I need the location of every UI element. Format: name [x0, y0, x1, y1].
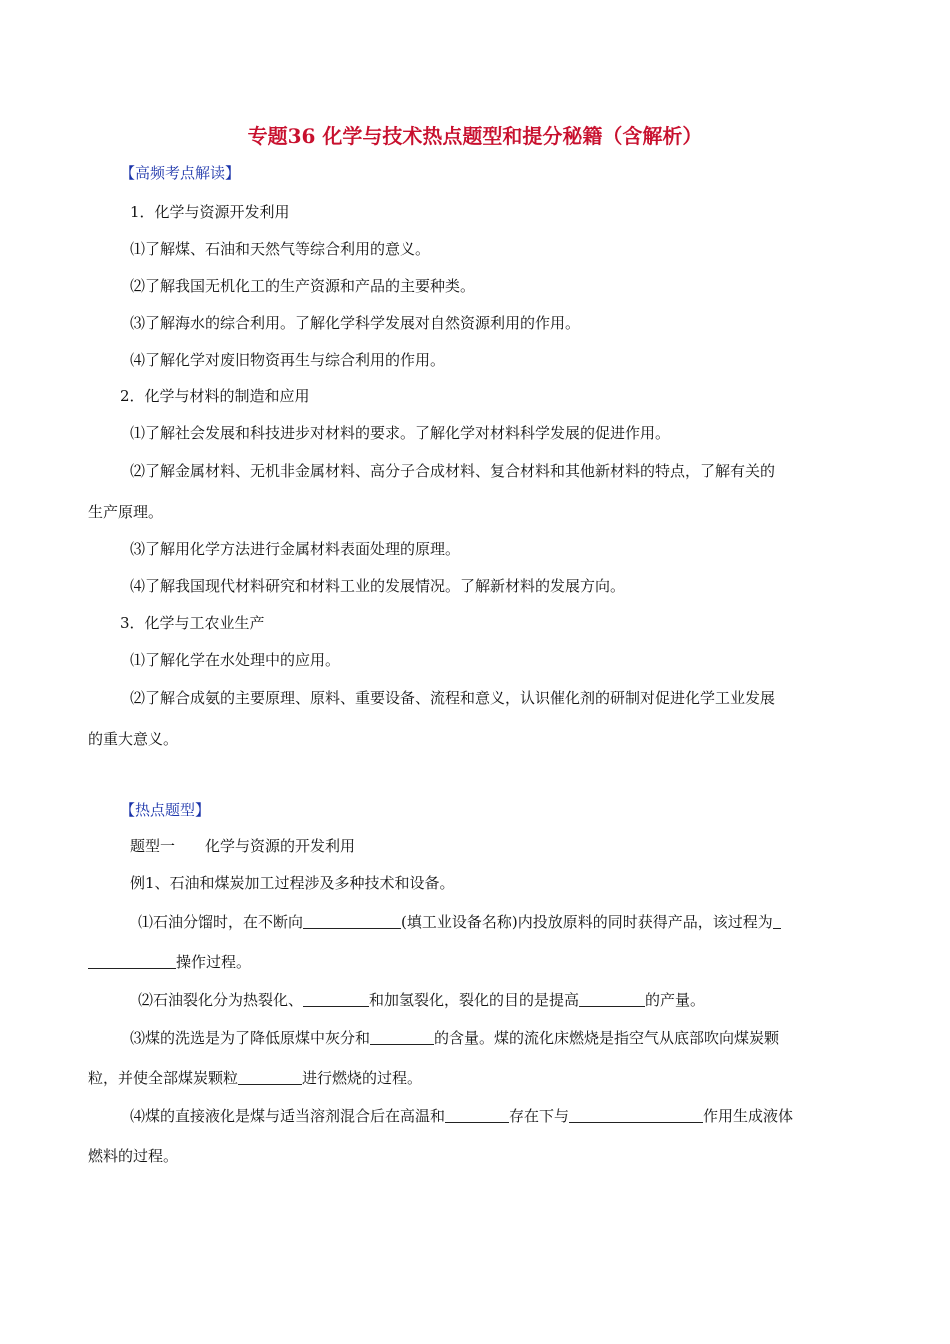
question-2 [138, 989, 705, 1011]
section-label-key-points: 【高频考点解读】 [120, 164, 241, 182]
answer-blank[interactable] [569, 1108, 703, 1123]
question-4-line-1 [130, 1105, 793, 1127]
question-4-line-2: 燃料的过程。 [88, 1147, 179, 1165]
answer-blank[interactable] [579, 992, 645, 1007]
topic-item: ⑵了解我国无机化工的生产资源和产品的主要种类。 [130, 277, 476, 295]
example-intro: 例1、石油和煤炭加工过程涉及多种技术和设备。 [130, 874, 455, 892]
topic-item: ⑵了解金属材料、无机非金属材料、高分子合成材料、复合材料和其他新材料的特点，了解有关的 [130, 462, 776, 480]
topic-item: ⑴了解煤、石油和天然气等综合利用的意义。 [130, 240, 431, 258]
topic-item: ⑵了解合成氨的主要原理、原料、重要设备、流程和意义，认识催化剂的研制对促进化学工业发展 [130, 689, 776, 707]
topic-item-continuation: 的重大意义。 [88, 730, 179, 748]
answer-blank[interactable] [445, 1108, 509, 1123]
question-1-line-1 [138, 911, 781, 933]
q3-text-c: 粒，并使全部煤炭颗粒 [88, 1069, 239, 1087]
topic-item-continuation: 生产原理。 [88, 503, 164, 521]
topic-item: ⑴了解化学在水处理中的应用。 [130, 651, 341, 669]
answer-blank[interactable] [238, 1070, 302, 1085]
q1-text-b: (填工业设备名称)内投放原料的同时获得产品，该过程为 [401, 913, 773, 931]
question-type-title: 题型一 化学与资源的开发利用 [130, 837, 356, 855]
topic-item: ⑷了解我国现代材料研究和材料工业的发展情况。了解新材料的发展方向。 [130, 577, 626, 595]
section-label-hot-types: 【热点题型】 [120, 801, 211, 819]
q4-text-a: ⑷煤的直接液化是煤与适当溶剂混合后在高温和 [130, 1107, 446, 1125]
q3-text-d: 进行燃烧的过程。 [302, 1069, 423, 1087]
q4-text-c: 作用生成液体 [703, 1107, 794, 1125]
topic-item: ⑶了解海水的综合利用。了解化学科学发展对自然资源利用的作用。 [130, 314, 581, 332]
q2-text-a: ⑵石油裂化分为热裂化、 [138, 991, 304, 1009]
topic-heading-1: 1．化学与资源开发利用 [130, 203, 290, 221]
page-title: 专题36 化学与技术热点题型和提分秘籍（含解析） [247, 124, 703, 148]
topic-item: ⑴了解社会发展和科技进步对材料的要求。了解化学对材料科学发展的促进作用。 [130, 424, 671, 442]
answer-blank[interactable] [88, 954, 176, 969]
question-3-line-2 [88, 1067, 422, 1089]
topic-heading-2: 2．化学与材料的制造和应用 [120, 387, 310, 405]
answer-blank[interactable] [303, 992, 369, 1007]
topic-heading-3: 3．化学与工农业生产 [120, 614, 265, 632]
answer-blank[interactable] [773, 914, 781, 929]
answer-blank[interactable] [303, 914, 401, 929]
answer-blank[interactable] [370, 1030, 434, 1045]
question-3-line-1 [130, 1027, 779, 1049]
q3-text-b: 的含量。煤的流化床燃烧是指空气从底部吹向煤炭颗 [434, 1029, 780, 1047]
topic-item: ⑶了解用化学方法进行金属材料表面处理的原理。 [130, 540, 461, 558]
question-1-line-2 [88, 951, 251, 973]
q3-text-a: ⑶煤的洗选是为了降低原煤中灰分和 [130, 1029, 371, 1047]
q2-text-c: 的产量。 [645, 991, 706, 1009]
q4-text-b: 存在下与 [509, 1107, 570, 1125]
q1-text-a: ⑴石油分馏时，在不断向 [138, 913, 304, 931]
topic-item: ⑷了解化学对废旧物资再生与综合利用的作用。 [130, 351, 446, 369]
q1-text-c: 操作过程。 [176, 953, 252, 971]
q2-text-b: 和加氢裂化，裂化的目的是提高 [369, 991, 580, 1009]
